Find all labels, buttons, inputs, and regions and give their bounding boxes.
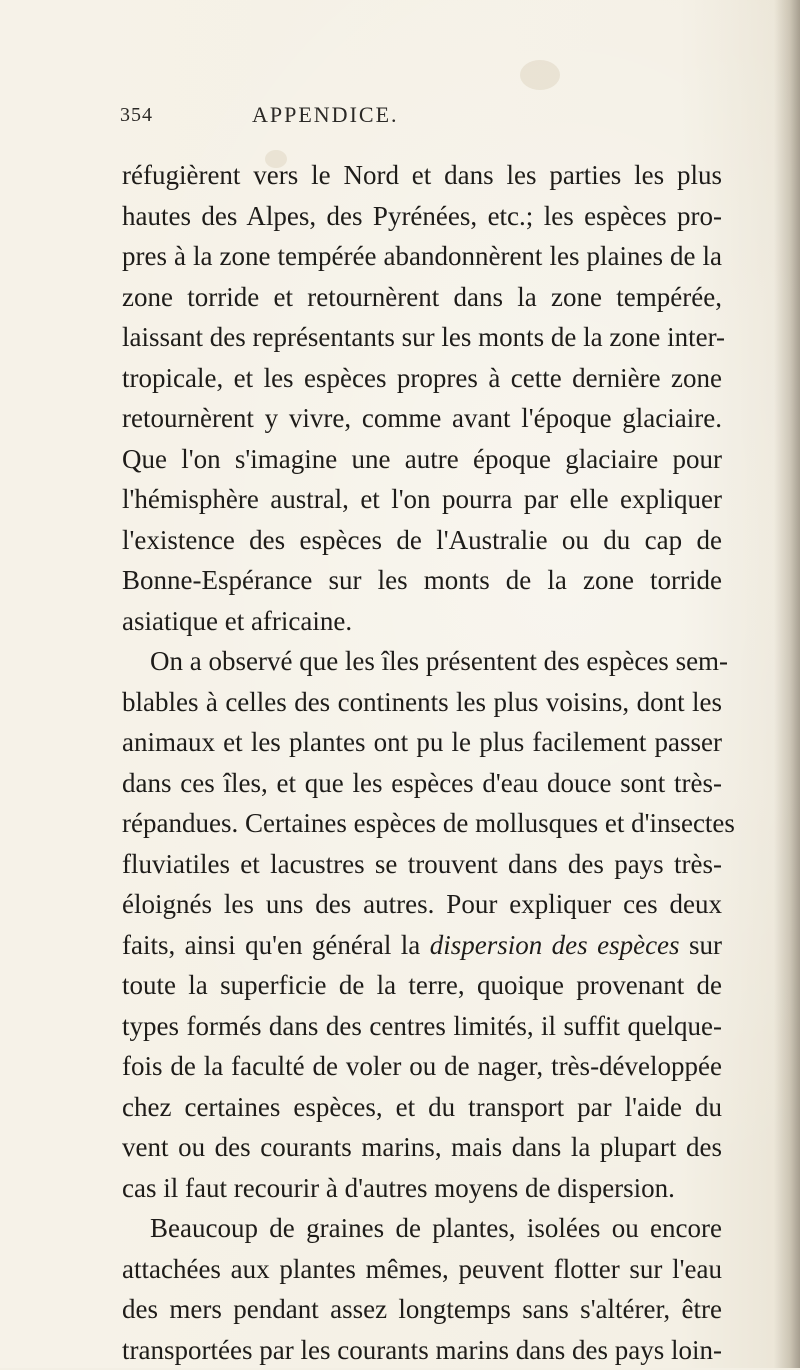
text-line: toute la superficie de la terre, quoique provenant de bbox=[122, 965, 722, 1006]
italic-term: dispersion des espèces bbox=[430, 930, 680, 960]
text-line: laissant des représentants sur les monts de la zone inter- bbox=[122, 317, 722, 358]
text-line: asiatique et africaine. bbox=[122, 601, 722, 642]
text-line: zone torride et retournèrent dans la zone tempérée, bbox=[122, 277, 722, 318]
running-head: APPENDICE. bbox=[252, 102, 399, 128]
text-run: faits, ainsi qu'en général la bbox=[122, 930, 430, 960]
text-line: réfugièrent vers le Nord et dans les parties les plus bbox=[122, 155, 722, 196]
text-line: animaux et les plantes ont pu le plus facilement passer bbox=[122, 722, 722, 763]
text-line: éloignés les uns des autres. Pour expliquer ces deux bbox=[122, 884, 722, 925]
body-text bbox=[122, 155, 722, 1370]
text-line: transportées par les courants marins dans des pays loin- bbox=[122, 1330, 722, 1370]
text-line: fluviatiles et lacustres se trouvent dans des pays très- bbox=[122, 844, 722, 885]
page-edge-shadow bbox=[774, 0, 800, 1368]
text-line: blables à celles des continents les plus voisins, dont les bbox=[122, 682, 722, 723]
text-run: sur bbox=[680, 930, 722, 960]
text-line: retournèrent y vivre, comme avant l'époque glaciaire. bbox=[122, 398, 722, 439]
text-line: tropicale, et les espèces propres à cette dernière zone bbox=[122, 358, 722, 399]
text-line: l'existence des espèces de l'Australie ou du cap de bbox=[122, 520, 722, 561]
text-line: chez certaines espèces, et du transport par l'aide du bbox=[122, 1087, 722, 1128]
text-line: hautes des Alpes, des Pyrénées, etc.; les espèces pro- bbox=[122, 196, 722, 237]
text-line: pres à la zone tempérée abandonnèrent les plaines de la bbox=[122, 236, 722, 277]
text-line: Beaucoup de graines de plantes, isolées ou encore bbox=[122, 1208, 722, 1249]
page-number: 354 bbox=[120, 104, 153, 127]
page-header bbox=[120, 104, 720, 134]
text-line: vent ou des courants marins, mais dans la plupart des bbox=[122, 1127, 722, 1168]
text-line: Bonne-Espérance sur les monts de la zone torride bbox=[122, 560, 722, 601]
text-line bbox=[122, 925, 722, 966]
text-line: fois de la faculté de voler ou de nager, très-développée bbox=[122, 1046, 722, 1087]
text-line: attachées aux plantes mêmes, peuvent flotter sur l'eau bbox=[122, 1249, 722, 1290]
text-line: des mers pendant assez longtemps sans s'altérer, être bbox=[122, 1289, 722, 1330]
text-line: types formés dans des centres limités, il suffit quelque- bbox=[122, 1006, 722, 1047]
text-line: dans ces îles, et que les espèces d'eau douce sont très- bbox=[122, 763, 722, 804]
text-line: On a observé que les îles présentent des espèces sem- bbox=[122, 641, 722, 682]
text-line: cas il faut recourir à d'autres moyens de dispersion. bbox=[122, 1168, 722, 1209]
text-line: Que l'on s'imagine une autre époque glaciaire pour bbox=[122, 439, 722, 480]
text-line: répandues. Certaines espèces de mollusques et d'insectes bbox=[122, 803, 722, 844]
paper-stain bbox=[520, 60, 560, 90]
text-line: l'hémisphère austral, et l'on pourra par elle expliquer bbox=[122, 479, 722, 520]
